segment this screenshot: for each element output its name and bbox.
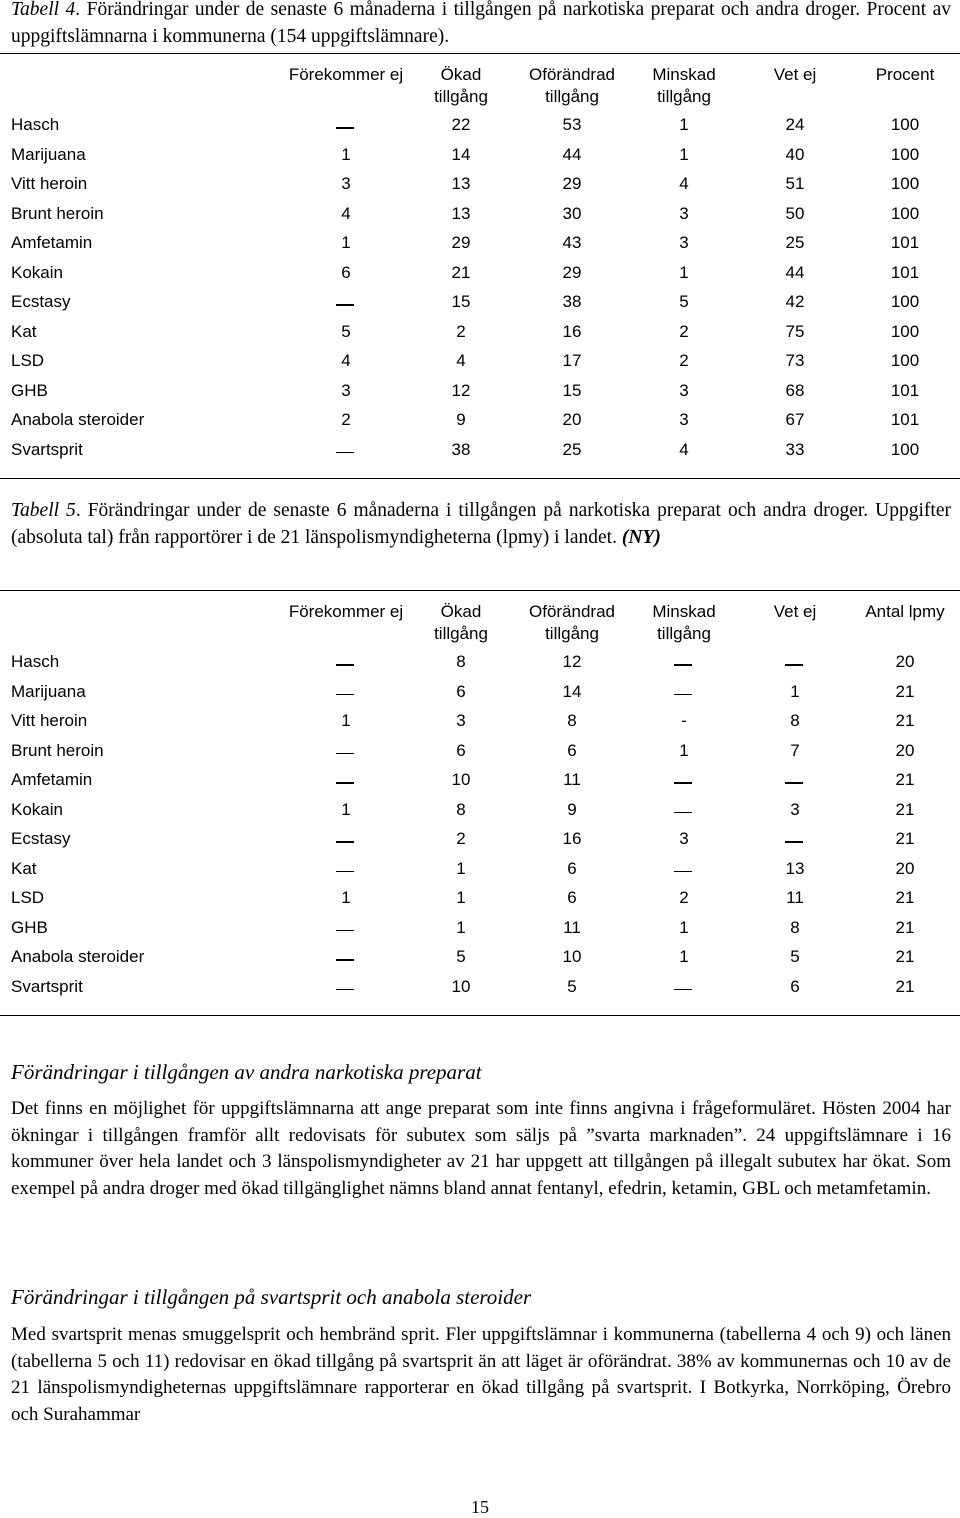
table-row: [0, 973, 960, 1003]
column-header: Vet ej: [773, 602, 817, 621]
column-header: Förekommer ej: [288, 65, 404, 84]
table-cell: 2: [679, 351, 689, 370]
table-cell: 38: [562, 292, 582, 311]
column-header: Vet ej: [773, 65, 817, 84]
table-row: [0, 347, 960, 377]
page-number: 15: [471, 1497, 489, 1517]
table-cell: 16: [562, 829, 582, 848]
row-label: Anabola steroider: [11, 410, 145, 429]
table-cell: 67: [785, 410, 805, 429]
table-cell: 13: [451, 174, 471, 193]
table-cell: 21: [895, 681, 915, 701]
column-header: Oförändrad tillgång: [529, 65, 615, 106]
table-cell: 100: [890, 144, 920, 164]
row-label: Hasch: [11, 115, 60, 134]
table-cell: 25: [562, 439, 582, 459]
table-cell: 3: [679, 233, 689, 252]
table-cell: 6: [456, 681, 466, 701]
table-cell: 101: [890, 233, 920, 252]
table-cell: 29: [562, 262, 582, 282]
column-header: Antal lpmy: [865, 602, 945, 621]
table-cell: 12: [451, 380, 471, 400]
table-cell: 13: [785, 858, 805, 878]
table-cell: 12: [562, 652, 582, 671]
table-cell: 1: [341, 711, 351, 730]
table-cell: 21: [895, 947, 915, 966]
table-row: [0, 111, 960, 141]
row-label: Anabola steroider: [11, 947, 145, 966]
row-label: Amfetamin: [11, 233, 93, 252]
table5-header: [0, 591, 960, 648]
table-cell: 15: [562, 380, 582, 400]
table-cell: 2: [456, 321, 466, 341]
table-row: [0, 884, 960, 914]
table4-caption-text: . Förändringar under de senaste 6 månaderna i tillgången på narkotiska preparat och andra droger. Procent av uppgiftslämnarna i kommunerna (154 uppgiftslämnare).: [11, 0, 951, 47]
table4-label: Tabell 4: [11, 0, 76, 20]
table-cell: 4: [341, 351, 351, 370]
table-cell: 43: [562, 233, 582, 252]
table-cell: 21: [895, 976, 915, 996]
table-row: [0, 678, 960, 708]
column-header: Procent: [875, 65, 935, 84]
table-cell: 73: [785, 351, 805, 370]
row-label: Marijuana: [11, 681, 86, 701]
table-cell: 16: [562, 321, 582, 341]
table-cell: 2: [679, 888, 689, 907]
table-cell: 21: [895, 888, 915, 907]
table-cell: 1: [341, 233, 351, 252]
table-cell: 9: [567, 799, 577, 819]
table-cell: 100: [890, 115, 920, 134]
table-row: [0, 766, 960, 796]
section2-text: Med svartsprit menas smuggelsprit och hembränd sprit. Fler uppgiftslämnar i kommunerna (tabellerna 4 och 9) och länen (tabellerna 5 och 11) redovisar en ökad tillgång på svartsprit än att läget är oförändrat. 38% av kommunernas och 10 av de 21 länspolismyndigheternas uppgiftslämnare rapporterar en ökad tillgång på svartsprit. I Botkyrka, Norrköping, Örebro och Surahammar: [11, 1324, 951, 1425]
table-cell: 15: [451, 292, 471, 311]
table-cell: 25: [785, 233, 805, 252]
row-label: Ecstasy: [11, 292, 71, 311]
table-cell: 3: [679, 380, 689, 400]
table-cell: 40: [785, 144, 805, 164]
table-cell: 20: [895, 858, 915, 878]
table-row: [0, 943, 960, 973]
table-cell: 20: [895, 652, 915, 671]
table-row: [0, 377, 960, 407]
table-cell: 1: [341, 888, 351, 907]
table-cell: 44: [785, 262, 805, 282]
table-cell: 1: [679, 947, 689, 966]
row-label: Svartsprit: [11, 439, 83, 459]
table-cell: 4: [456, 351, 466, 370]
table-cell: 11: [563, 770, 581, 789]
table-row: [0, 200, 960, 230]
row-label: Brunt heroin: [11, 203, 104, 223]
table4: [0, 53, 960, 479]
table-row: [0, 141, 960, 171]
row-label: Vitt heroin: [11, 174, 88, 193]
table-cell: 2: [456, 829, 466, 848]
row-label: Kokain: [11, 799, 63, 819]
table5: [0, 590, 960, 1016]
table-cell: 5: [341, 321, 351, 341]
column-header: Minskad tillgång: [652, 65, 716, 106]
table-cell: 21: [895, 770, 915, 789]
table5-caption-suffix: (NY): [621, 527, 661, 548]
table-cell: 10: [562, 947, 582, 966]
table-cell: 3: [456, 711, 466, 730]
row-label: GHB: [11, 917, 48, 937]
table-cell: 2: [341, 410, 351, 429]
column-header: Oförändrad tillgång: [529, 602, 615, 643]
table-row: [0, 914, 960, 944]
table-cell: 17: [562, 351, 582, 370]
table-cell: 42: [785, 292, 805, 311]
table5-caption-text: . Förändringar under de senaste 6 månaderna i tillgången på narkotiska preparat och andra droger. Uppgifter (absoluta tal) från rapportörer i de 21 länspolismyndigheterna (lpmy) i landet.: [11, 500, 951, 548]
table-cell: 11: [786, 888, 804, 907]
table-cell: 3: [679, 829, 689, 848]
table5-caption: [11, 497, 951, 551]
table-cell: 4: [679, 174, 689, 193]
table-cell: 1: [679, 917, 689, 937]
table-cell: 1: [341, 799, 351, 819]
table-cell: 100: [890, 203, 920, 223]
row-label: Brunt heroin: [11, 740, 104, 760]
table-cell: 100: [890, 439, 920, 459]
table-row: [0, 707, 960, 737]
row-label: Ecstasy: [11, 829, 71, 848]
table-cell: 50: [785, 203, 805, 223]
table-cell: 29: [562, 174, 582, 193]
table-row: [0, 737, 960, 767]
table-cell: 1: [456, 888, 466, 907]
table-cell: 1: [456, 858, 466, 878]
table-cell: 29: [451, 233, 471, 252]
table-cell: 9: [456, 410, 466, 429]
table-cell: 3: [679, 410, 689, 429]
table-cell: 53: [562, 115, 582, 134]
row-label: Vitt heroin: [11, 711, 88, 730]
table-cell: 21: [895, 917, 915, 937]
table-cell: 4: [679, 439, 689, 459]
table-cell: 100: [890, 292, 920, 311]
row-label: Svartsprit: [11, 976, 83, 996]
table-row: [0, 648, 960, 678]
table-row: [0, 318, 960, 348]
table-row: [0, 288, 960, 318]
table-cell: 5: [790, 947, 800, 966]
column-header: Ökad tillgång: [434, 602, 488, 643]
table-cell: 10: [451, 770, 471, 789]
table-cell: 51: [785, 174, 805, 193]
table-cell: 6: [790, 976, 800, 996]
table-cell: 75: [785, 321, 805, 341]
table-cell: 5: [679, 292, 689, 311]
table-cell: 21: [895, 711, 915, 730]
table-cell: 10: [451, 976, 471, 996]
table-cell: 21: [451, 262, 471, 282]
table-cell: 8: [567, 711, 577, 730]
table-cell: 1: [341, 144, 351, 164]
row-label: Kat: [11, 858, 37, 878]
table-cell: 13: [451, 203, 471, 223]
table-cell: 14: [451, 144, 471, 164]
table-cell: 100: [890, 321, 920, 341]
column-header: Ökad tillgång: [434, 65, 488, 106]
table-cell: 44: [562, 144, 582, 164]
table-cell: 38: [451, 439, 471, 459]
table-cell: 1: [679, 740, 689, 760]
table4-header: [0, 54, 960, 111]
table-cell: 11: [563, 917, 581, 937]
table-row: [0, 825, 960, 855]
table-cell: -: [681, 711, 687, 730]
section1-title: Förändringar i tillgången av andra narkotiska preparat: [11, 1060, 482, 1084]
table-cell: 24: [785, 115, 805, 134]
column-header: Förekommer ej: [288, 602, 404, 621]
table-cell: 100: [890, 351, 920, 370]
table-cell: 1: [679, 144, 689, 164]
row-label: LSD: [11, 888, 45, 907]
table-cell: 1: [679, 262, 689, 282]
section2-title: Förändringar i tillgången på svartsprit och anabola steroider: [11, 1285, 532, 1309]
table-cell: 30: [562, 203, 582, 223]
table-cell: 8: [456, 799, 466, 819]
table-cell: 100: [890, 174, 920, 193]
table-cell: 5: [456, 947, 466, 966]
table-cell: 3: [679, 203, 689, 223]
table-row: [0, 855, 960, 885]
column-header: Minskad tillgång: [652, 602, 716, 643]
table-cell: 33: [785, 439, 805, 459]
table-cell: 101: [890, 380, 920, 400]
table-cell: 6: [341, 262, 351, 282]
table-cell: 101: [890, 262, 920, 282]
section1-text: Det finns en möjlighet för uppgiftslämnarna att ange preparat som inte finns angivna i frågeformuläret. Hösten 2004 har ökningar i tillgången framför allt redovisats för subutex som säljs på ”svarta marknaden”. 24 uppgiftslämnare i 16 kommuner över hela landet och 3 länspolismyndigheter av 21 har uppgett att tillgången på illegalt subutex har ökat. Som exempel på andra droger med ökad tillgänglighet nämns bland annat fentanyl, efedrin, ketamin, GBL och metamfetamin.: [11, 1098, 951, 1199]
table-cell: 3: [790, 799, 800, 819]
table-cell: 1: [679, 115, 689, 134]
table-cell: 8: [790, 711, 800, 730]
row-label: Hasch: [11, 652, 60, 671]
table-row: [0, 436, 960, 466]
table-cell: 14: [562, 681, 582, 701]
table-cell: 8: [456, 652, 466, 671]
table-cell: 2: [679, 321, 689, 341]
table-cell: 101: [890, 410, 920, 429]
table-cell: 4: [341, 203, 351, 223]
table-cell: 6: [456, 740, 466, 760]
table4-caption: [11, 0, 951, 50]
table-cell: 21: [895, 799, 915, 819]
table-cell: 6: [567, 888, 577, 907]
table-cell: 20: [562, 410, 582, 429]
table-row: [0, 796, 960, 826]
table-row: [0, 259, 960, 289]
table-cell: 3: [341, 174, 351, 193]
table-row: [0, 229, 960, 259]
table-cell: 6: [567, 858, 577, 878]
row-label: LSD: [11, 351, 45, 370]
row-label: Amfetamin: [11, 770, 93, 789]
table-cell: 5: [567, 976, 577, 996]
table-row: [0, 170, 960, 200]
table-cell: 20: [895, 740, 915, 760]
table-cell: 1: [790, 681, 800, 701]
row-label: GHB: [11, 380, 48, 400]
table-cell: 6: [567, 740, 577, 760]
table-cell: 3: [341, 380, 351, 400]
table-cell: 7: [790, 740, 800, 760]
table-cell: 22: [451, 115, 471, 134]
table-cell: 1: [456, 917, 466, 937]
row-label: Marijuana: [11, 144, 86, 164]
row-label: Kokain: [11, 262, 63, 282]
row-label: Kat: [11, 321, 37, 341]
table-cell: 68: [785, 380, 805, 400]
table-cell: 8: [790, 917, 800, 937]
table5-label: Tabell 5: [11, 500, 76, 521]
table-cell: 21: [895, 829, 915, 848]
table-row: [0, 406, 960, 436]
